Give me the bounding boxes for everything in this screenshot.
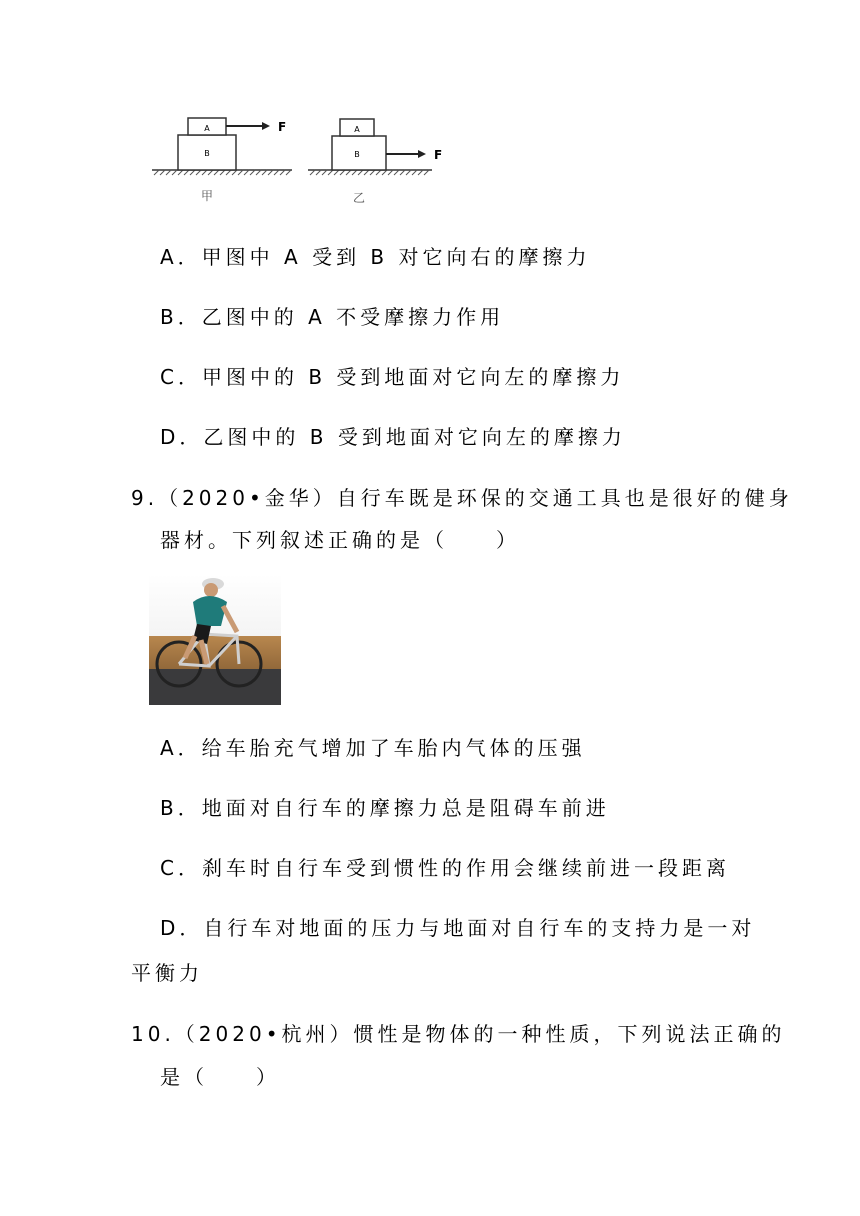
diagram-jia [152, 118, 292, 203]
q9-option-d: D．自行车对地面的压力与地面对自行车的支持力是一对 [160, 916, 756, 940]
caption-jia: 甲 [200, 189, 214, 203]
q8-option-c: C．甲图中的 B 受到地面对它向左的摩擦力 [160, 365, 625, 389]
q8-option-d: D．乙图中的 B 受到地面对它向左的摩擦力 [160, 425, 626, 449]
label-b-jia: B [204, 149, 210, 158]
label-a-jia: A [204, 124, 210, 133]
force-label-jia: F [278, 120, 287, 134]
q10-stem-line1: 10.（2020•杭州）惯性是物体的一种性质，下列说法正确的 [131, 1022, 786, 1046]
cyclist-photo-icon [149, 574, 281, 705]
q9-option-c: C．刹车时自行车受到惯性的作用会继续前进一段距离 [160, 856, 730, 880]
caption-yi: 乙 [352, 191, 366, 205]
arrow-head-icon [262, 122, 270, 130]
q9-option-d-continued: 平衡力 [131, 961, 203, 985]
q9-stem-line1: 9.（2020•金华）自行车既是环保的交通工具也是很好的健身 [131, 486, 793, 510]
q9-stem-line2: 器材。下列叙述正确的是（ ） [160, 528, 520, 552]
q9-option-b: B．地面对自行车的摩擦力总是阻碍车前进 [160, 796, 610, 820]
arrow-head-icon [418, 150, 426, 158]
friction-diagram [150, 112, 450, 212]
label-b-yi: B [354, 150, 360, 159]
force-label-yi: F [434, 148, 443, 162]
q8-option-b: B．乙图中的 A 不受摩擦力作用 [160, 305, 505, 329]
q10-stem-line2: 是（ ） [160, 1065, 280, 1089]
q9-option-a: A．给车胎充气增加了车胎内气体的压强 [160, 736, 586, 760]
label-a-yi: A [354, 125, 360, 134]
diagram-yi [308, 119, 442, 205]
q8-option-a: A．甲图中 A 受到 B 对它向右的摩擦力 [160, 245, 591, 269]
